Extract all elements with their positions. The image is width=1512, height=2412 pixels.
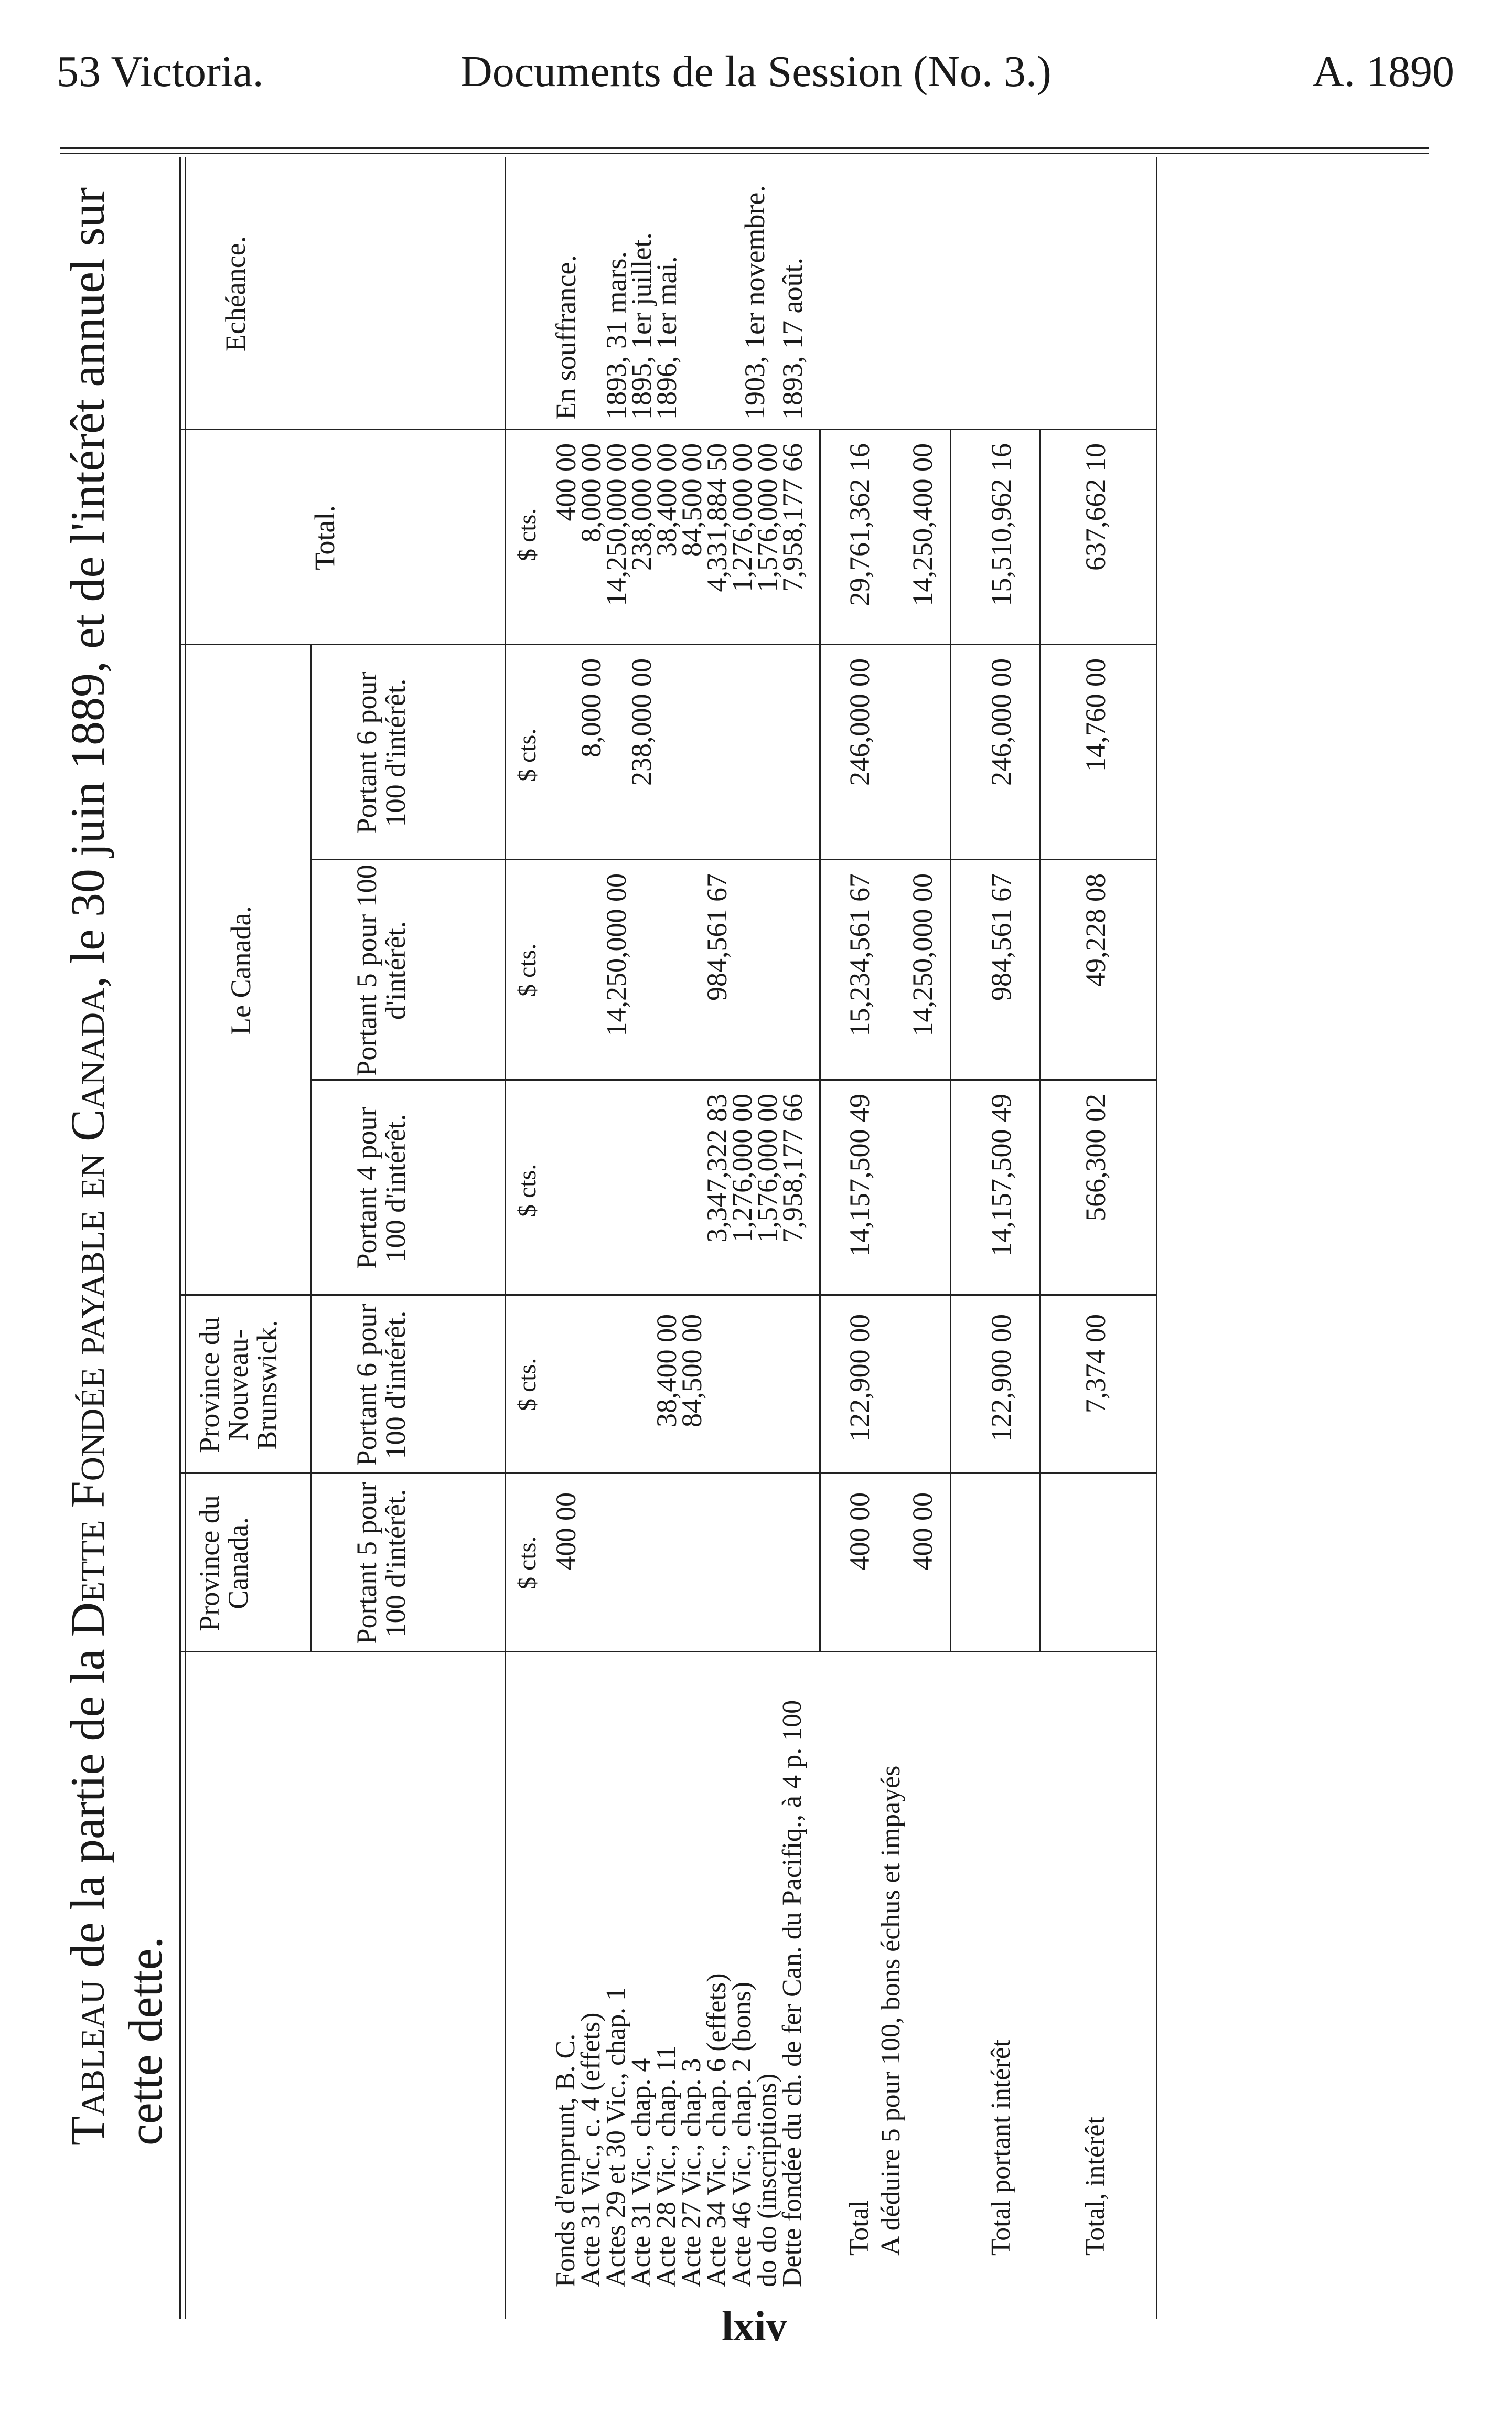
- bearing-c4: 14,157,500 49: [985, 1094, 1017, 1257]
- units-c5: $ cts.: [513, 943, 541, 997]
- deduction-total: 14,250,400 00: [907, 443, 938, 606]
- cell-c4: 7,958,177 66: [777, 1094, 808, 1243]
- bearing-c5: 984,561 67: [985, 873, 1017, 1001]
- col-rule-1: [179, 1651, 1157, 1652]
- cell-total: 238,000 00: [626, 443, 657, 571]
- interest-total: 637,662 10: [1080, 443, 1111, 571]
- row-label: Dette fondée du ch. de fer Can. du Pacifiq., à 4 p. 100: [777, 1700, 807, 2287]
- cell-total: 400 00: [550, 443, 582, 521]
- cell-total: 38,400 00: [651, 443, 682, 557]
- total-c6: 246,000 00: [844, 658, 875, 786]
- header-rule-thick: [60, 147, 1429, 149]
- row-label: Acte 34 Vic., chap. 6 (effets): [702, 1973, 732, 2287]
- cell-c4: 1,276,000 00: [726, 1094, 758, 1243]
- row-label: do do (inscriptions): [752, 2073, 782, 2287]
- header-annee: A. 1890: [1312, 47, 1454, 96]
- col-rule-7: [179, 429, 1157, 430]
- subcol-canada-5: Portant 5 pour 100 d'intérêt.: [351, 865, 412, 1076]
- units-c4: $ cts.: [513, 1164, 541, 1217]
- units-total: $ cts.: [513, 508, 541, 561]
- col-echeance: Echéance.: [220, 236, 251, 352]
- deduction-label: A déduire 5 pour 100, bons échus et impayés: [876, 1765, 906, 2256]
- table-bottom-rule: [1156, 157, 1157, 2319]
- cell-total: 1,576,000 00: [752, 443, 783, 592]
- interest-label: Total, intérêt: [1080, 2117, 1110, 2256]
- table-title: [59, 152, 175, 2146]
- row-label: Acte 46 Vic., chap. 2 (bons): [727, 1981, 757, 2287]
- subcol-nb-6: Portant 6 pour 100 d'intérêt.: [351, 1304, 412, 1466]
- total-total: 29,761,362 16: [844, 443, 875, 606]
- cell-total: 14,250,000 00: [600, 443, 632, 606]
- debt-table: [179, 157, 1160, 2319]
- header-session-year: 53 Victoria.: [57, 47, 264, 96]
- row-label: Acte 28 Vic., chap. 11: [651, 2045, 681, 2287]
- cell-total: 7,958,177 66: [777, 443, 808, 592]
- cell-echeance: En souffrance.: [550, 255, 582, 420]
- col-rule-5: [310, 859, 1157, 860]
- cell-total: 8,000 00: [575, 443, 607, 542]
- title-text-b: , le 30 juin 1889, et de l'intérêt annuel sur cette dette.: [61, 187, 173, 2146]
- bearing-c6: 246,000 00: [985, 658, 1017, 786]
- col-rule-6: [179, 644, 1157, 645]
- units-c6: $ cts.: [513, 728, 541, 782]
- col-rule-4: [310, 1079, 1157, 1081]
- cell-total: 1,276,000 00: [726, 443, 758, 592]
- units-pc5: $ cts.: [513, 1536, 541, 1589]
- subheader-rule: [310, 645, 312, 1652]
- deduction-c5: 14,250,000 00: [907, 873, 938, 1037]
- subtotal-rule: [950, 430, 951, 1652]
- total-pc5: 400 00: [844, 1492, 875, 1571]
- title-word-tableau: Tableau: [61, 1980, 114, 2146]
- page-folio: lxiv: [722, 2303, 787, 2350]
- subcol-canada-6: Portant 6 pour 100 d'intérêt.: [351, 671, 412, 834]
- cell-c6: 238,000 00: [626, 658, 657, 786]
- header-rule-thin: [60, 153, 1429, 154]
- subcol-pc-5: Portant 5 pour 100 d'intérêt.: [351, 1482, 412, 1645]
- col-group-le-canada: Le Canada.: [225, 906, 256, 1035]
- cell-echeance: 1893, 17 août.: [777, 258, 808, 420]
- subcol-canada-4: Portant 4 pour 100 d'intérêt.: [351, 1107, 412, 1269]
- cell-c6: 8,000 00: [575, 658, 607, 757]
- bearing-total: 15,510,962 16: [985, 443, 1017, 606]
- cell-nb6: 38,400 00: [651, 1314, 682, 1427]
- rotated-table-block: [43, 157, 1144, 2319]
- cell-c4: 1,576,000 00: [752, 1094, 783, 1243]
- deduction-pc5: 400 00: [907, 1492, 938, 1571]
- total-label: Total: [844, 2200, 874, 2256]
- total-nb6: 122,900 00: [844, 1314, 875, 1442]
- cell-echeance: 1903, 1er novembre.: [739, 185, 770, 420]
- cell-c4: 3,347,322 83: [701, 1094, 733, 1243]
- interest-c6: 14,760 00: [1080, 658, 1111, 772]
- table-top-rule: [179, 157, 181, 2319]
- cell-c5: 14,250,000 00: [600, 873, 632, 1037]
- row-label: Acte 31 Vic., chap. 4: [626, 2058, 656, 2287]
- units-nb6: $ cts.: [513, 1358, 541, 1411]
- cell-total: 4,331,884 50: [701, 443, 733, 592]
- cell-echeance: 1896, 1er mai.: [651, 256, 682, 420]
- cell-c5: 984,561 67: [701, 873, 733, 1001]
- title-text-a: de la partie de la: [61, 1637, 114, 1980]
- interest-rule: [1039, 430, 1041, 1652]
- bearing-nb6: 122,900 00: [985, 1314, 1017, 1442]
- row-label: Actes 29 et 30 Vic., chap. 1: [601, 1987, 631, 2287]
- row-label: Fonds d'emprunt, B. C.: [551, 2033, 581, 2287]
- col-group-province-canada: Province du Canada.: [194, 1495, 254, 1631]
- col-rule-3: [179, 1294, 1157, 1296]
- cell-echeance: 1895, 1er juillet.: [626, 232, 657, 420]
- cell-echeance: 1893, 31 mars.: [600, 251, 632, 420]
- header-bottom-rule: [505, 157, 506, 2319]
- total-c4: 14,157,500 49: [844, 1094, 875, 1257]
- interest-c5: 49,228 08: [1080, 873, 1111, 987]
- total-c5: 15,234,561 67: [844, 873, 875, 1037]
- table-top-rule-thin: [185, 157, 186, 2319]
- header-document-title: Documents de la Session (No. 3.): [460, 47, 1052, 96]
- totals-top-rule: [819, 430, 821, 1652]
- row-label: Acte 27 Vic., chap. 3: [677, 2058, 706, 2287]
- cell-total: 84,500 00: [676, 443, 707, 557]
- cell-pc5: 400 00: [550, 1492, 582, 1571]
- bearing-label: Total portant intérêt: [986, 2039, 1016, 2256]
- col-rule-2: [179, 1472, 1157, 1474]
- interest-nb6: 7,374 00: [1080, 1314, 1111, 1413]
- cell-nb6: 84,500 00: [676, 1314, 707, 1427]
- title-dette-fondee: Dette Fondée payable en Canada: [61, 988, 114, 1637]
- col-group-nouveau-brunswick: Province du Nouveau-Brunswick.: [194, 1317, 283, 1453]
- row-label: Acte 31 Vic., c. 4 (effets): [576, 2012, 606, 2287]
- col-total: Total.: [309, 505, 340, 570]
- interest-c4: 566,300 02: [1080, 1094, 1111, 1221]
